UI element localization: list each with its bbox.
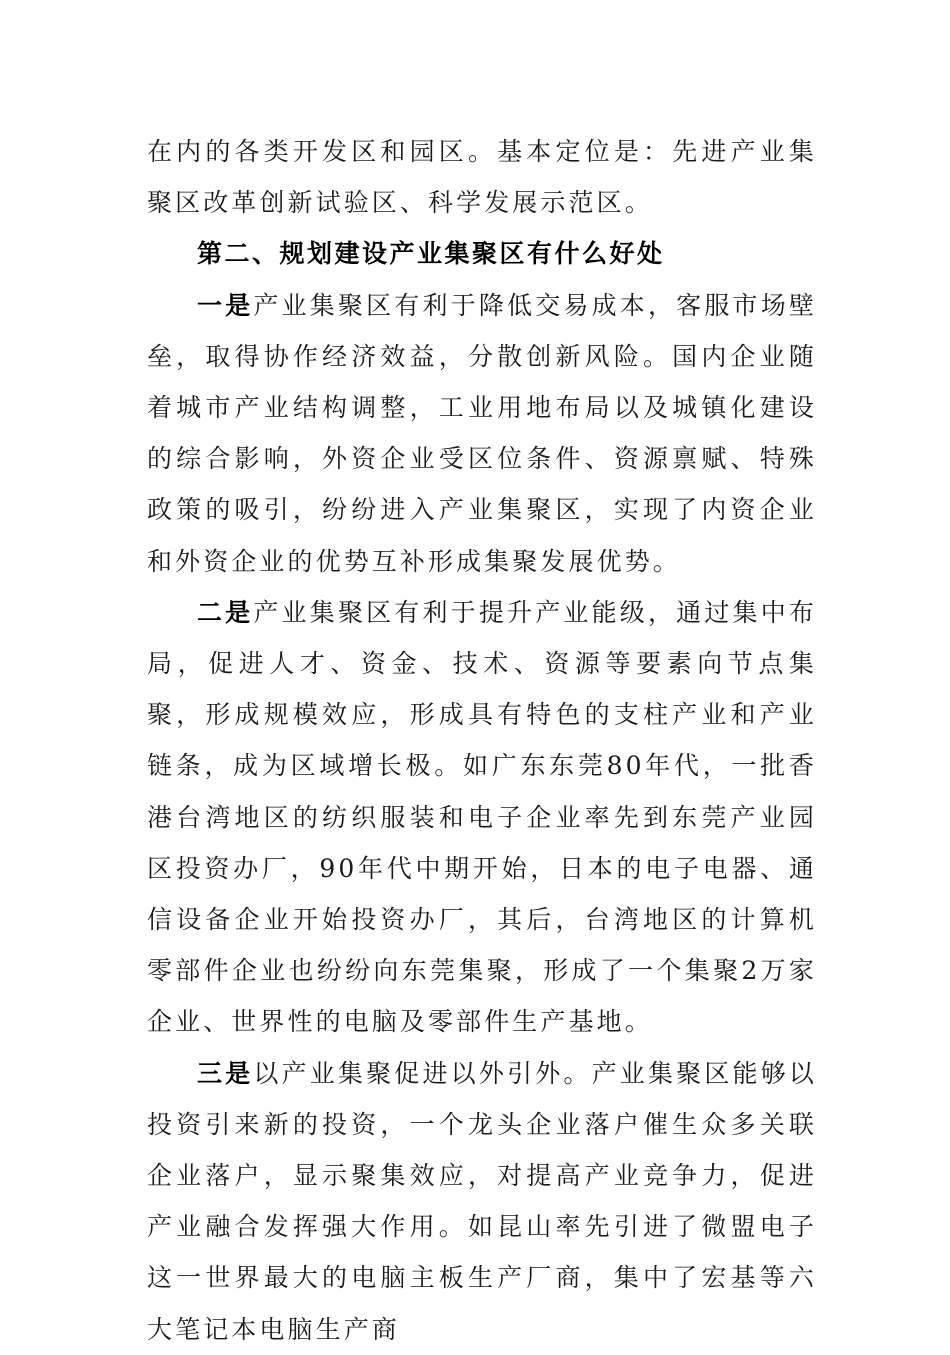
- paragraph-first-benefit: [147, 280, 817, 587]
- paragraph-first-lead: 一是: [197, 290, 254, 320]
- paragraph-intro-text: 在内的各类开发区和园区。基本定位是：先进产业集聚区改革创新试验区、科学发展示范区。: [147, 137, 817, 218]
- paragraph-second-lead: 二是: [197, 597, 254, 627]
- paragraph-third-text: 以产业集聚促进以外引外。产业集聚区能够以投资引来新的投资，一个龙头企业落户催生众多关联企业落户，显示聚集效应，对提高产业竞争力，促进产业融合发挥强大作用。如昆山率先引进了微盟电子这一世界最大的电脑主板生产厂商，集中了宏基等六大笔记本电脑生产商: [147, 1058, 817, 1344]
- paragraph-intro: [147, 126, 817, 228]
- section-heading: 第二、规划建设产业集聚区有什么好处: [197, 239, 665, 269]
- paragraph-first-text: 产业集聚区有利于降低交易成本，客服市场壁垒，取得协作经济效益，分散创新风险。国内企业随着城市产业结构调整，工业用地布局以及城镇化建设的综合影响，外资企业受区位条件、资源禀赋、特殊政策的吸引，纷纷进入产业集聚区，实现了内资企业和外资企业的优势互补形成集聚发展优势。: [147, 290, 817, 576]
- paragraph-second-benefit: [147, 587, 817, 1048]
- paragraph-third-benefit: [147, 1048, 817, 1355]
- document-body: [147, 126, 817, 1355]
- paragraph-second-text: 产业集聚区有利于提升产业能级，通过集中布局，促进人才、资金、技术、资源等要素向节点集聚，形成规模效应，形成具有特色的支柱产业和产业链条，成为区域增长极。如广东东莞80年代，一批香港台湾地区的纺织服装和电子企业率先到东莞产业园区投资办厂，90年代中期开始，日本的电子电器、通信设备企业开始投资办厂，其后，台湾地区的计算机零部件企业也纷纷向东莞集聚，形成了一个集聚2万家企业、世界性的电脑及零部件生产基地。: [147, 597, 817, 1037]
- paragraph-third-lead: 三是: [197, 1058, 254, 1088]
